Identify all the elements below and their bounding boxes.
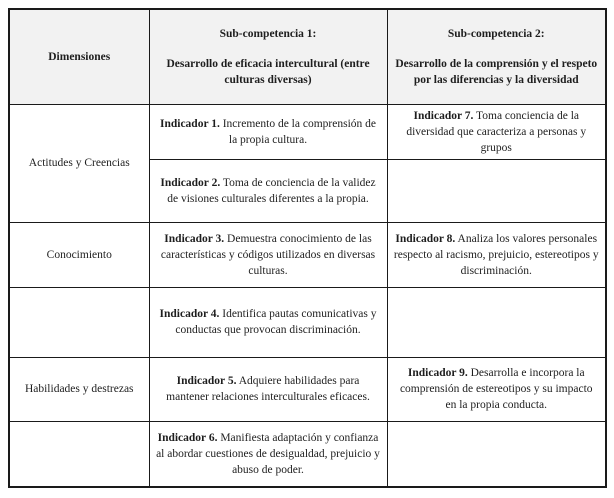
empty-dimension-cell <box>9 421 149 487</box>
empty-cell <box>387 159 606 222</box>
header-sub2-title: Sub-competencia 2: <box>447 27 545 40</box>
header-row <box>9 9 606 104</box>
cell-indicador-4 <box>149 287 387 357</box>
header-dimensiones-label: Dimensiones <box>48 50 111 63</box>
indicator-6-label: Indicador 6. <box>157 431 218 444</box>
table-row <box>9 222 606 287</box>
document-page <box>8 8 607 488</box>
header-cell-sub1 <box>149 9 387 104</box>
indicator-7-text: Toma conciencia de la diversidad que caracteriza a personas y grupos <box>406 109 587 154</box>
cell-indicador-1 <box>149 104 387 159</box>
dimension-cell-habilidades: Habilidades y destrezas <box>9 357 149 421</box>
competencies-table <box>8 8 607 488</box>
indicator-9-label: Indicador 9. <box>407 367 468 379</box>
indicator-2-text: Toma de conciencia de la validez de visiones culturales diferentes a la propia. <box>167 176 376 205</box>
empty-cell <box>387 421 606 487</box>
dimension-cell-actitudes: Actitudes y Creencias <box>9 104 149 222</box>
empty-cell <box>387 287 606 357</box>
indicator-9-text: Desarrolla e incorpora la comprensión de estereotipos y su impacto en la propia conducta. <box>399 367 593 411</box>
table-row <box>9 357 606 421</box>
empty-dimension-cell <box>9 287 149 357</box>
cell-indicador-9 <box>387 357 606 421</box>
indicator-8-label: Indicador 8. <box>395 232 456 245</box>
header-cell-sub2 <box>387 9 606 104</box>
indicator-1-label: Indicador 1. <box>159 117 220 130</box>
indicator-8-text: Analiza los valores personales respecto al racismo, prejuicio, estereotipos y discriminación. <box>393 232 599 277</box>
header-sub1-title: Sub-competencia 1: <box>219 27 317 40</box>
indicator-2-label: Indicador 2. <box>160 176 221 189</box>
cell-indicador-5 <box>149 357 387 421</box>
table-row <box>9 421 606 487</box>
indicator-5-text: Adquiere habilidades para mantener relaciones interculturales eficaces. <box>166 375 370 403</box>
indicator-3-label: Indicador 3. <box>164 232 225 245</box>
header-sub1-desc: Desarrollo de eficacia intercultural (entre culturas diversas) <box>166 57 370 86</box>
header-cell-dimensiones <box>9 9 149 104</box>
cell-indicador-8 <box>387 222 606 287</box>
header-sub2-desc: Desarrollo de la comprensión y el respeto por las diferencias y la diversidad <box>395 57 598 86</box>
cell-indicador-6 <box>149 421 387 487</box>
indicator-1-text: Incremento de la comprensión de la propia cultura. <box>222 117 376 146</box>
cell-indicador-7 <box>387 104 606 159</box>
indicator-7-label: Indicador 7. <box>413 109 474 122</box>
indicator-4-text: Identifica pautas comunicativas y conductas que provocan discriminación. <box>175 308 377 336</box>
indicator-4-label: Indicador 4. <box>159 308 220 320</box>
indicator-6-text: Manifiesta adaptación y confianza al abordar cuestiones de desigualdad, prejuicio y abuso de poder. <box>156 431 380 476</box>
indicator-5-label: Indicador 5. <box>176 375 237 387</box>
table-row <box>9 104 606 159</box>
cell-indicador-2 <box>149 159 387 222</box>
table-row <box>9 287 606 357</box>
cell-indicador-3 <box>149 222 387 287</box>
dimension-cell-conocimiento: Conocimiento <box>9 222 149 287</box>
indicator-3-text: Demuestra conocimiento de las características y códigos utilizados en diversas culturas. <box>160 232 376 277</box>
